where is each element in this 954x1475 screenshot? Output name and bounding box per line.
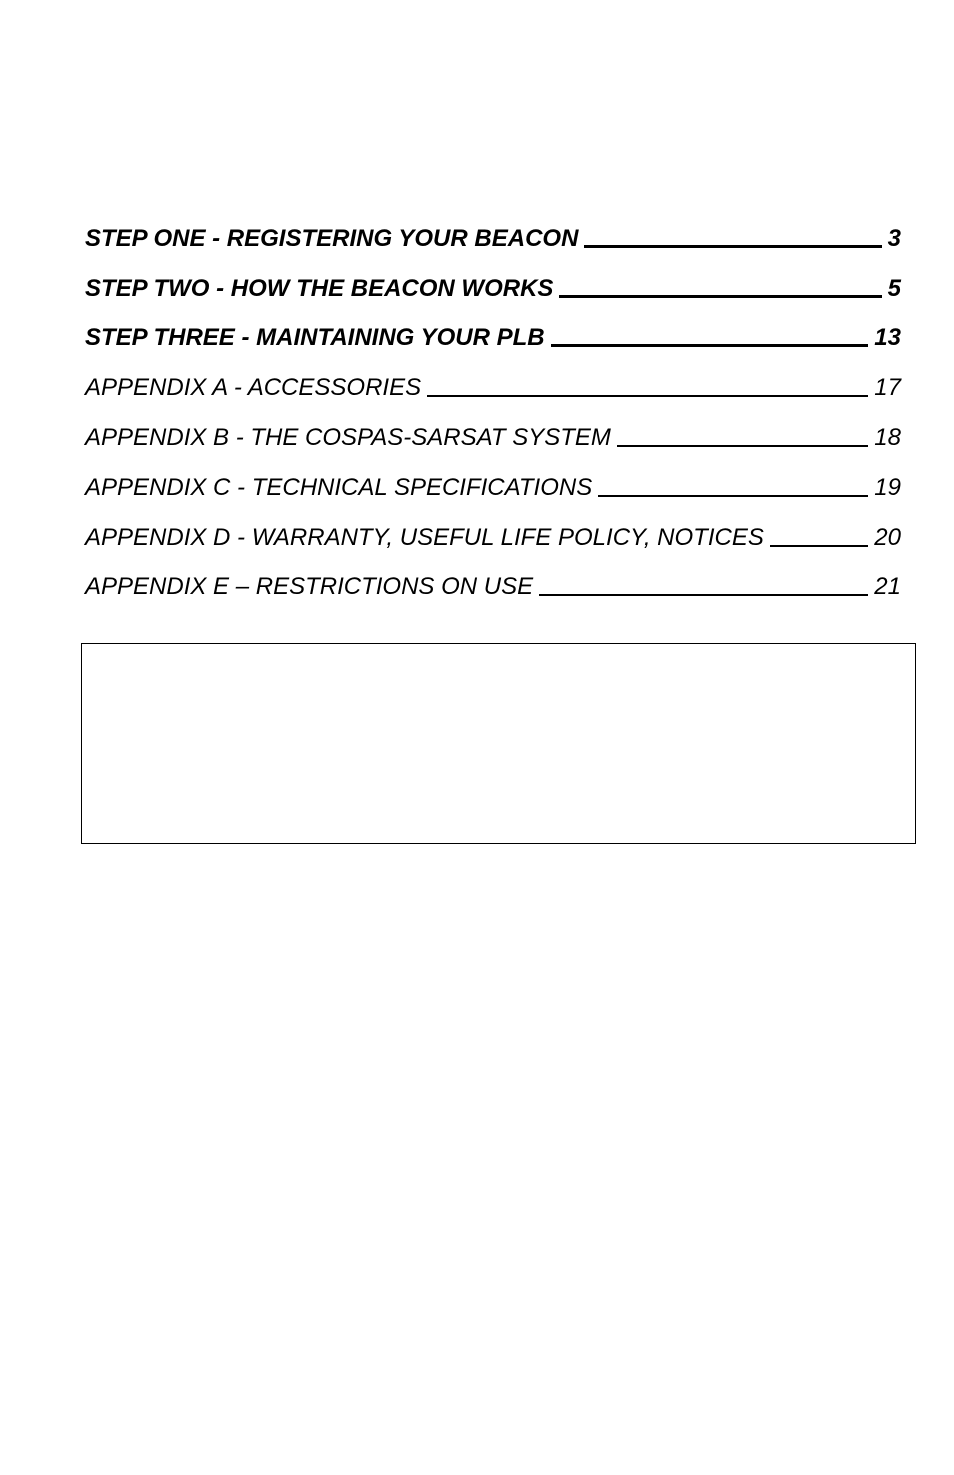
toc-leader-line (559, 295, 881, 298)
toc-entry-title: APPENDIX C - TECHNICAL SPECIFICATIONS (85, 473, 593, 501)
toc-leader-line (598, 495, 868, 497)
table-of-contents (85, 203, 901, 601)
toc-entry-page: 18 (874, 423, 901, 451)
toc-entry-appendix-a[interactable] (85, 352, 901, 402)
toc-entry-title: APPENDIX A - ACCESSORIES (85, 374, 422, 402)
toc-leader-line (770, 545, 868, 547)
toc-leader-line (551, 344, 869, 347)
toc-entry-page: 13 (874, 324, 901, 352)
toc-entry-page: 19 (874, 473, 901, 501)
empty-bordered-box (81, 643, 916, 844)
toc-entry-appendix-c[interactable] (85, 452, 901, 502)
toc-entry-page: 5 (887, 274, 901, 302)
toc-entry-page: 17 (874, 374, 901, 402)
toc-entry-title: APPENDIX E – RESTRICTIONS ON USE (85, 573, 534, 601)
toc-leader-line (539, 594, 868, 596)
toc-entry-title: STEP TWO - HOW THE BEACON WORKS (85, 274, 554, 302)
toc-leader-line (584, 245, 881, 248)
toc-entry-step-two[interactable] (85, 253, 901, 303)
toc-entry-title: STEP ONE - REGISTERING YOUR BEACON (85, 224, 579, 252)
toc-entry-step-three[interactable] (85, 303, 901, 353)
toc-entry-title: APPENDIX B - THE COSPAS-SARSAT SYSTEM (85, 423, 611, 451)
toc-entry-page: 21 (874, 573, 901, 601)
toc-leader-line (427, 395, 868, 397)
toc-leader-line (617, 445, 868, 447)
toc-entry-step-one[interactable] (85, 203, 901, 253)
toc-entry-appendix-b[interactable] (85, 402, 901, 452)
toc-entry-page: 3 (887, 224, 901, 252)
toc-entry-appendix-e[interactable] (85, 552, 901, 602)
toc-entry-title: APPENDIX D - WARRANTY, USEFUL LIFE POLICY, NOTICES (85, 523, 764, 551)
toc-entry-title: STEP THREE - MAINTAINING YOUR PLB (85, 324, 545, 352)
toc-entry-appendix-d[interactable] (85, 502, 901, 552)
toc-entry-page: 20 (874, 523, 901, 551)
